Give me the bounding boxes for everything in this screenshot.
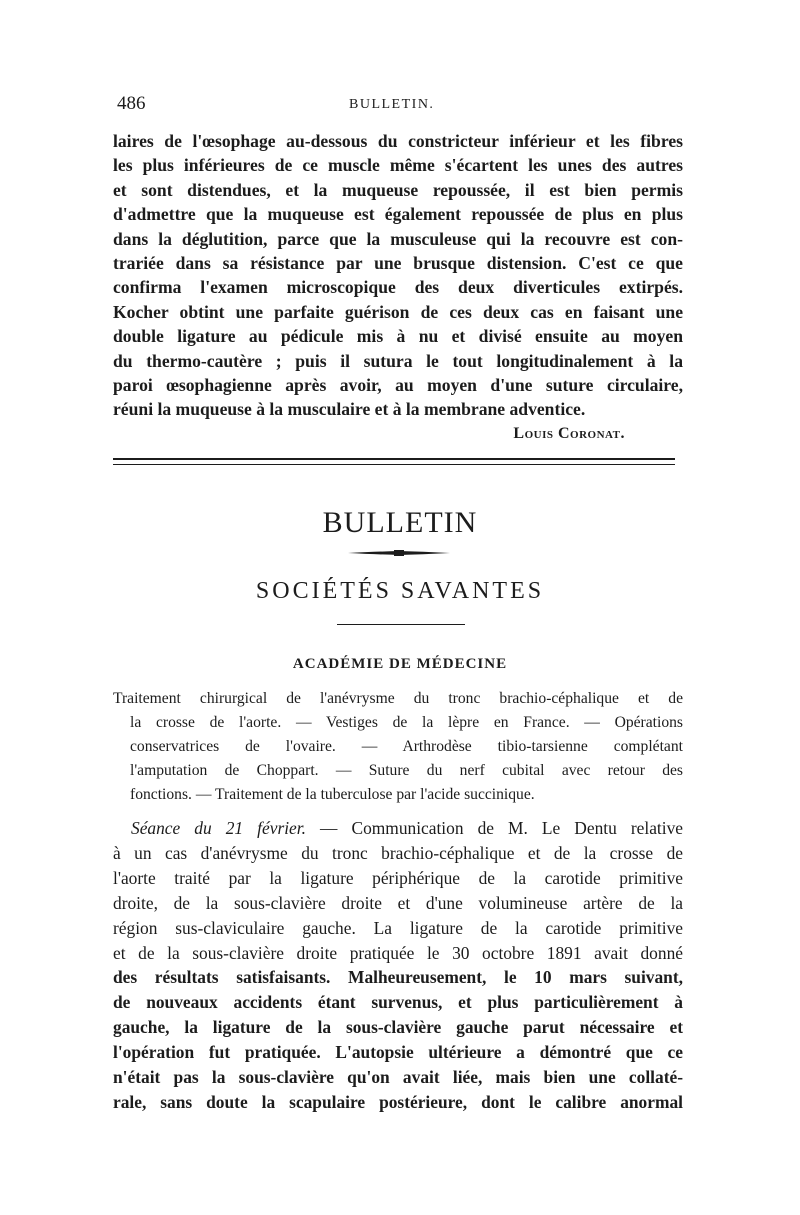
ornament-rule: [346, 548, 452, 558]
text-line: du thermo-cautère ; puis il sutura le tout longitudinalement à la: [113, 350, 683, 371]
text-line: et de la sous-clavière droite pratiquée le 30 octobre 1891 avait donné: [113, 942, 683, 963]
session-heading: Séance du 21 février.: [131, 818, 306, 838]
text-line: double ligature au pédicule mis à nu et divisé ensuite au moyen: [113, 326, 683, 347]
summary-line: l'amputation de Choppart. — Suture du nerf cubital avec retour des: [130, 762, 683, 779]
text-line: gauche, la ligature de la sous-clavière gauche parut nécessaire et: [113, 1017, 683, 1038]
text-line: laires de l'œsophage au-dessous du constricteur inférieur et les fibres: [113, 131, 683, 151]
text-line: région sus-claviculaire gauche. La ligature de la carotide primitive: [113, 917, 683, 938]
text-line: dans la déglutition, parce que la musculeuse qui la recouvre est con-: [113, 228, 683, 249]
author-signature: Louis Coronat.: [513, 425, 625, 442]
section-subtitle: SOCIÉTÉS SAVANTES: [255, 578, 545, 604]
text-line: à un cas d'anévrysme du tronc brachio-céphalique et de la crosse de: [113, 842, 683, 863]
summary-line: conservatrices de l'ovaire. — Arthrodèse tibio-tarsienne complétant: [130, 738, 683, 755]
short-divider: [337, 624, 465, 625]
text-line: [113, 816, 683, 841]
summary-line: Traitement chirurgical de l'anévrysme du tronc brachio-céphalique et de: [113, 690, 683, 707]
academy-heading: ACADÉMIE DE MÉDECINE: [292, 656, 508, 672]
text-line: des résultats satisfaisants. Malheureusement, le 10 mars suivant,: [113, 967, 683, 988]
running-head: BULLETIN.: [349, 97, 435, 112]
page-header: [117, 93, 677, 119]
section-divider: [113, 458, 675, 465]
session-summary: [113, 687, 683, 807]
text-line: l'aorte traité par la ligature périphérique de la carotide primitive: [113, 867, 683, 888]
text-line: les plus inférieures de ce muscle même s'écartent les unes des autres: [113, 155, 683, 176]
article-end-paragraph: [113, 129, 683, 422]
text-line: réuni la muqueuse à la musculaire et à la membrane adventice.: [113, 399, 586, 420]
text-run: — Communication de M. Le Dentu relative: [305, 818, 684, 838]
text-line: d'admettre que la muqueuse est également repoussée de plus en plus: [113, 204, 683, 225]
text-line: et sont distendues, et la muqueuse repoussée, il est bien permis: [113, 179, 683, 200]
session-paragraph: [113, 816, 683, 1115]
section-title: BULLETIN: [322, 506, 478, 539]
text-line: n'était pas la sous-clavière qu'on avait liée, mais bien une collaté-: [113, 1067, 683, 1088]
summary-line: fonctions. — Traitement de la tuberculose par l'acide succinique.: [130, 786, 535, 803]
text-line: rale, sans doute la scapulaire postérieure, dont le calibre anormal: [113, 1091, 683, 1112]
text-line: trariée dans sa résistance par une brusque distension. C'est ce que: [113, 253, 683, 274]
page-number: 486: [117, 93, 146, 114]
text-line: l'opération fut pratiquée. L'autopsie ultérieure a démontré que ce: [113, 1042, 683, 1063]
text-line: de nouveaux accidents étant survenus, et plus particulièrement à: [113, 992, 683, 1013]
summary-line: la crosse de l'aorte. — Vestiges de la lèpre en France. — Opérations: [130, 714, 683, 731]
text-line: confirma l'examen microscopique des deux diverticules extirpés.: [113, 277, 683, 298]
text-line: paroi œsophagienne après avoir, au moyen d'une suture circulaire,: [113, 375, 683, 396]
text-line: droite, de la sous-clavière droite et d'une volumineuse artère de la: [113, 892, 683, 913]
text-line: Kocher obtint une parfaite guérison de ces deux cas en faisant une: [113, 301, 683, 322]
